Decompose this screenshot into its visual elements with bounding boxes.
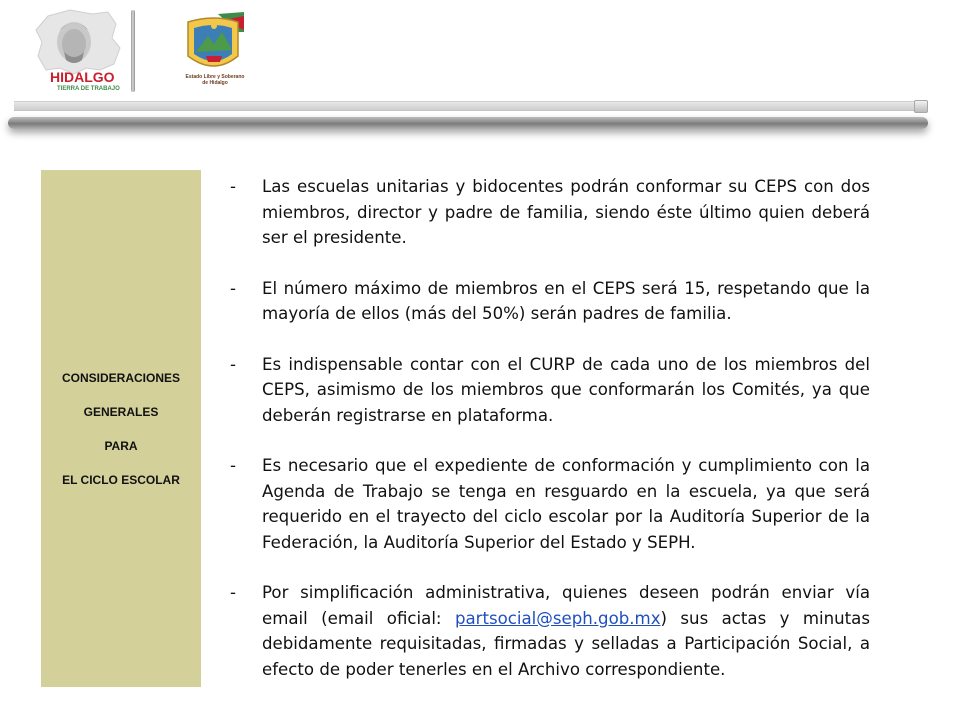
- seal-caption: [176, 74, 254, 86]
- seal-caption-line2: de Hidalgo: [202, 80, 228, 86]
- header-rail: [8, 117, 928, 129]
- sidebar-line-3: PARA: [104, 438, 138, 453]
- email-link[interactable]: partsocial@seph.gob.mx: [454, 608, 661, 628]
- logo-divider: [131, 10, 135, 92]
- main-content: [230, 174, 870, 707]
- logo-text-bottom: TIERRA DE TRABAJO: [57, 86, 120, 92]
- logo-text-top: HIDALGO: [50, 69, 115, 85]
- bullet-text: Es indispensable contar con el CURP de cada uno de los miembros del CEPS, asimismo de los miembros que conformarán los Comités, ya que deberán registrarse en plataforma.: [262, 354, 870, 425]
- bullet-text-before: Por simplificación administrativa, quienes deseen podrán enviar vía email (email oficial:: [262, 583, 870, 628]
- seal-caption-line1: Estado Libre y Soberano: [185, 74, 245, 80]
- bullet-dash: -: [230, 456, 236, 475]
- bullet-dash: -: [230, 354, 236, 374]
- header-rail-thin: [14, 101, 926, 111]
- sidebar-line-2: GENERALES: [83, 404, 159, 419]
- bullet-item: [230, 352, 870, 429]
- bullet-dash: -: [230, 177, 236, 196]
- sidebar-line-4: EL CICLO ESCOLAR: [62, 472, 180, 487]
- sidebar-line-1: CONSIDERACIONES: [61, 370, 180, 385]
- bullet-text: Es necesario que el expediente de conformación y cumplimiento con la Agenda de Trabajo se tenga en resguardo en la escuela, ya que será requerido en el trayecto del ciclo escolar por la Auditoría Superior de la Federación, la Auditoría Superior del Estado y SEPH.: [262, 456, 870, 552]
- header-rail-cap: [914, 100, 928, 113]
- bullet-item: [230, 453, 870, 555]
- bullet-text: El número máximo de miembros en el CEPS será 15, respetando que la mayoría de ellos (más del 50%) serán padres de familia.: [262, 278, 870, 323]
- bullet-item: [230, 174, 870, 251]
- bullet-text: Las escuelas unitarias y bidocentes podrán conformar su CEPS con dos miembros, director y padre de familia, siendo éste último quien deberá ser el presidente.: [262, 177, 870, 247]
- bullet-dash: -: [230, 278, 236, 298]
- bullet-item: [230, 276, 870, 327]
- sidebar-panel: [41, 170, 201, 687]
- bullet-dash: -: [230, 583, 236, 602]
- bullet-text-after: ) sus actas y minutas debidamente requisitadas, firmadas y selladas a Participación Social, a efecto de poder tenerles en el Archivo correspondiente.: [262, 608, 870, 679]
- hidalgo-logo: [30, 8, 125, 93]
- header: [0, 0, 960, 145]
- bullet-item-email: [230, 580, 870, 682]
